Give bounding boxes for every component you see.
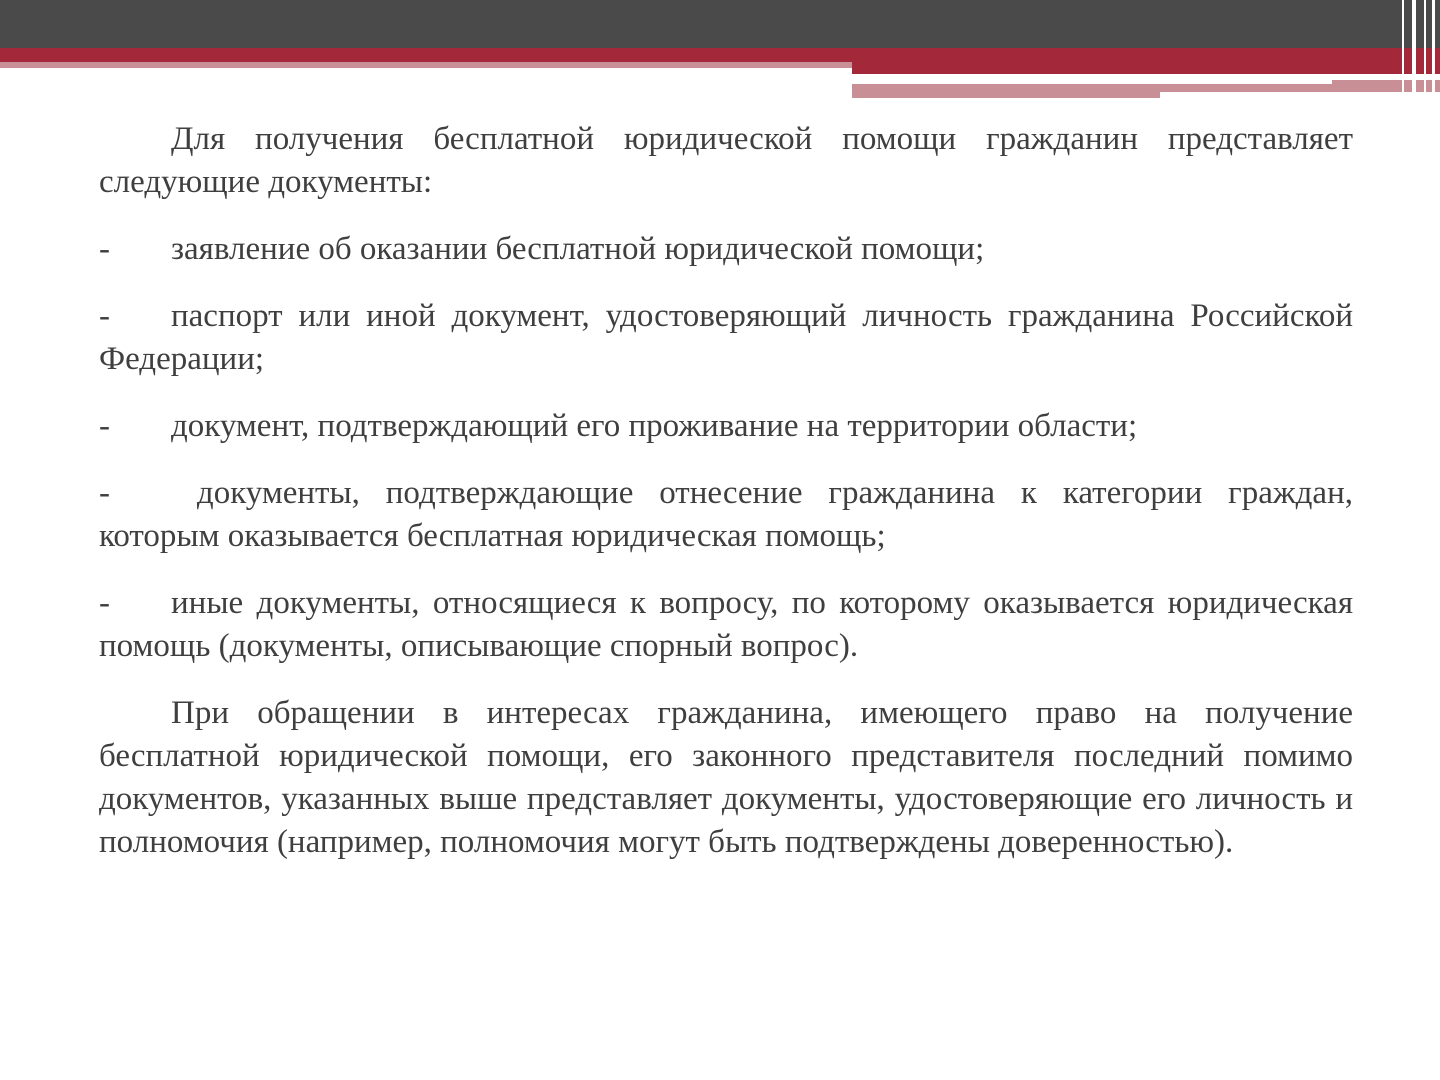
list-item-text: заявление об оказании бесплатной юридической помощи; bbox=[171, 231, 985, 267]
banner-vertical-line bbox=[1402, 0, 1404, 98]
banner-white-notch bbox=[1160, 92, 1440, 98]
list-item bbox=[99, 228, 1353, 271]
banner-white-line bbox=[852, 80, 1332, 84]
list-dash: - bbox=[99, 585, 110, 621]
list-dash: - bbox=[99, 231, 110, 267]
banner-pink-stripe bbox=[0, 62, 852, 68]
list-dash: - bbox=[99, 298, 110, 334]
banner-red-band bbox=[0, 48, 1440, 62]
banner-vertical-line bbox=[1412, 0, 1416, 98]
list-item bbox=[99, 472, 1362, 558]
banner-vertical-line bbox=[1424, 0, 1426, 98]
list-item-text: иные документы, относящиеся к вопросу, по которому оказывается юридическая помощь (документы, описывающие спорный вопрос). bbox=[99, 585, 1353, 664]
list-item-text: паспорт или иной документ, удостоверяющий личность гражданина Российской Федерации; bbox=[99, 298, 1353, 377]
banner-red-right-band bbox=[852, 62, 1440, 74]
intro-paragraph: Для получения бесплатной юридической помощи гражданин представляет следующие документы: bbox=[99, 121, 1353, 200]
document-body bbox=[99, 118, 1362, 888]
list-item bbox=[99, 295, 1353, 381]
closing-paragraph: При обращении в интересах гражданина, имеющего право на получение бесплатной юридической помощи, его законного представителя последний помимо документов, указанных выше представляет документы, удостоверяющие его личность и полномочия (например, полномочия могут быть подтверждены доверенностью). bbox=[99, 695, 1353, 860]
list-dash: - bbox=[99, 408, 110, 444]
banner-vertical-line bbox=[1432, 0, 1435, 98]
list-dash: - bbox=[99, 475, 110, 511]
list-item-text: документ, подтверждающий его проживание на территории области; bbox=[171, 408, 1138, 444]
list-item bbox=[99, 582, 1353, 668]
list-item-text: документы, подтверждающие отнесение гражданина к категории граждан, которым оказывается бесплатная юридическая помощь; bbox=[99, 475, 1362, 554]
banner-dark-band bbox=[0, 0, 1440, 48]
list-item bbox=[99, 405, 1353, 448]
